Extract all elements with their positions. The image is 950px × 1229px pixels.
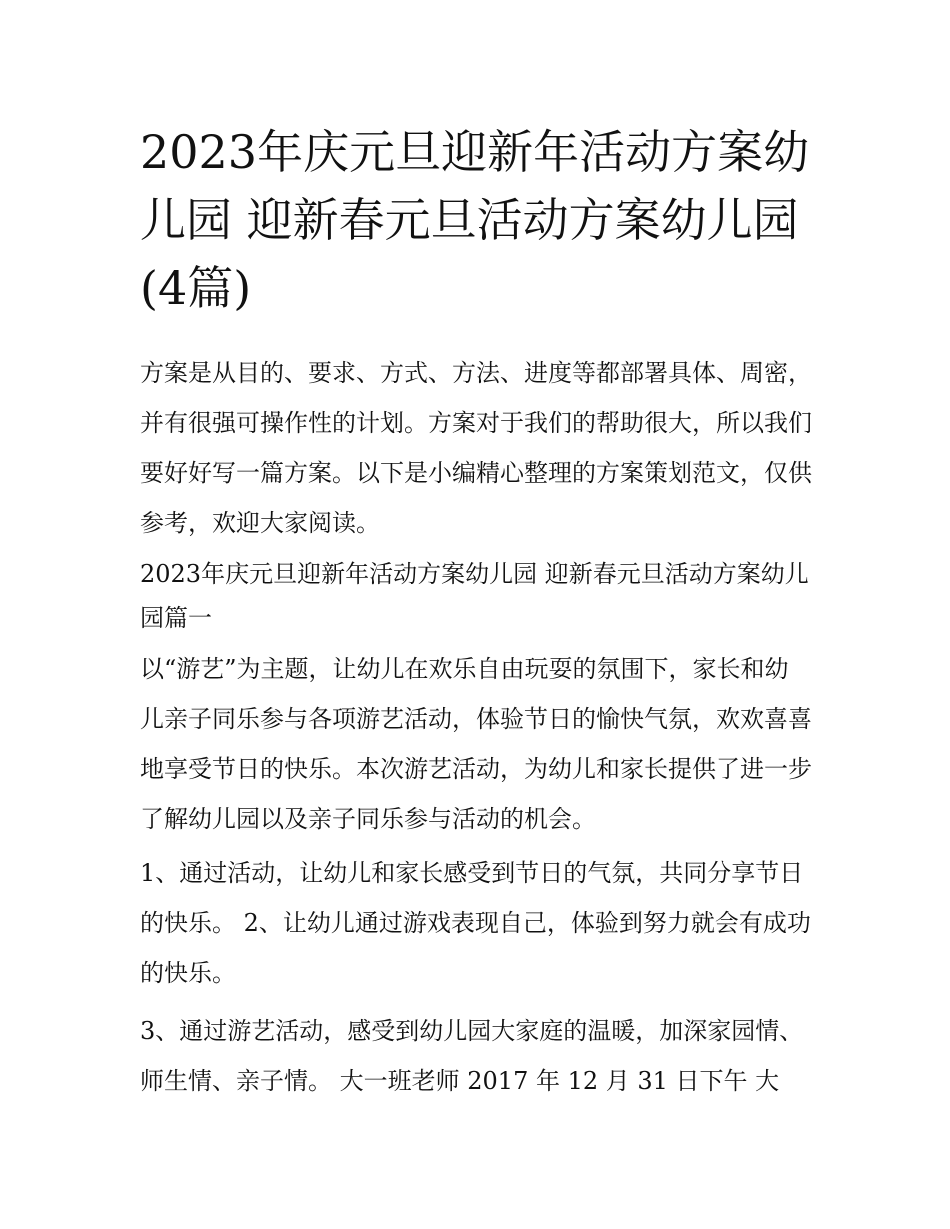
intro-paragraph: 方案是从目的、要求、方式、方法、进度等都部署具体、周密，并有很强可操作性的计划。方案对于我们的帮助很大，所以我们要好好写一篇方案。以下是小编精心整理的方案策划范文，仅供参考，欢迎大家阅读。 xyxy=(140,359,812,537)
paragraph-theme: 以“游艺”为主题，让幼儿在欢乐自由玩耍的氛围下，家长和幼儿亲子同乐参与各项游艺活动，体验节日的愉快气氛，欢欢喜喜地享受节日的快乐。本次游艺活动，为幼儿和家长提供了进一步了解幼儿园以及亲子同乐参与活动的机会。 xyxy=(140,655,812,833)
list-item-goal-3: 3、通过游艺活动，感受到幼儿园大家庭的温暖，加深家园情、师生情、亲子情。 大一班老师 2017 年 12 月 31 日下午 大 xyxy=(140,1017,804,1095)
list-item-goals-1-2: 1、通过活动，让幼儿和家长感受到节日的气氛，共同分享节日的快乐。 2、让幼儿通过游戏表现自己，体验到努力就会有成功的快乐。 xyxy=(140,859,811,987)
document-title: 2023年庆元旦迎新年活动方案幼儿园 迎新春元旦活动方案幼儿园(4篇) xyxy=(140,125,810,315)
section-heading: 2023年庆元旦迎新年活动方案幼儿园 迎新春元旦活动方案幼儿园篇一 xyxy=(140,560,809,632)
document-content xyxy=(140,118,812,1106)
